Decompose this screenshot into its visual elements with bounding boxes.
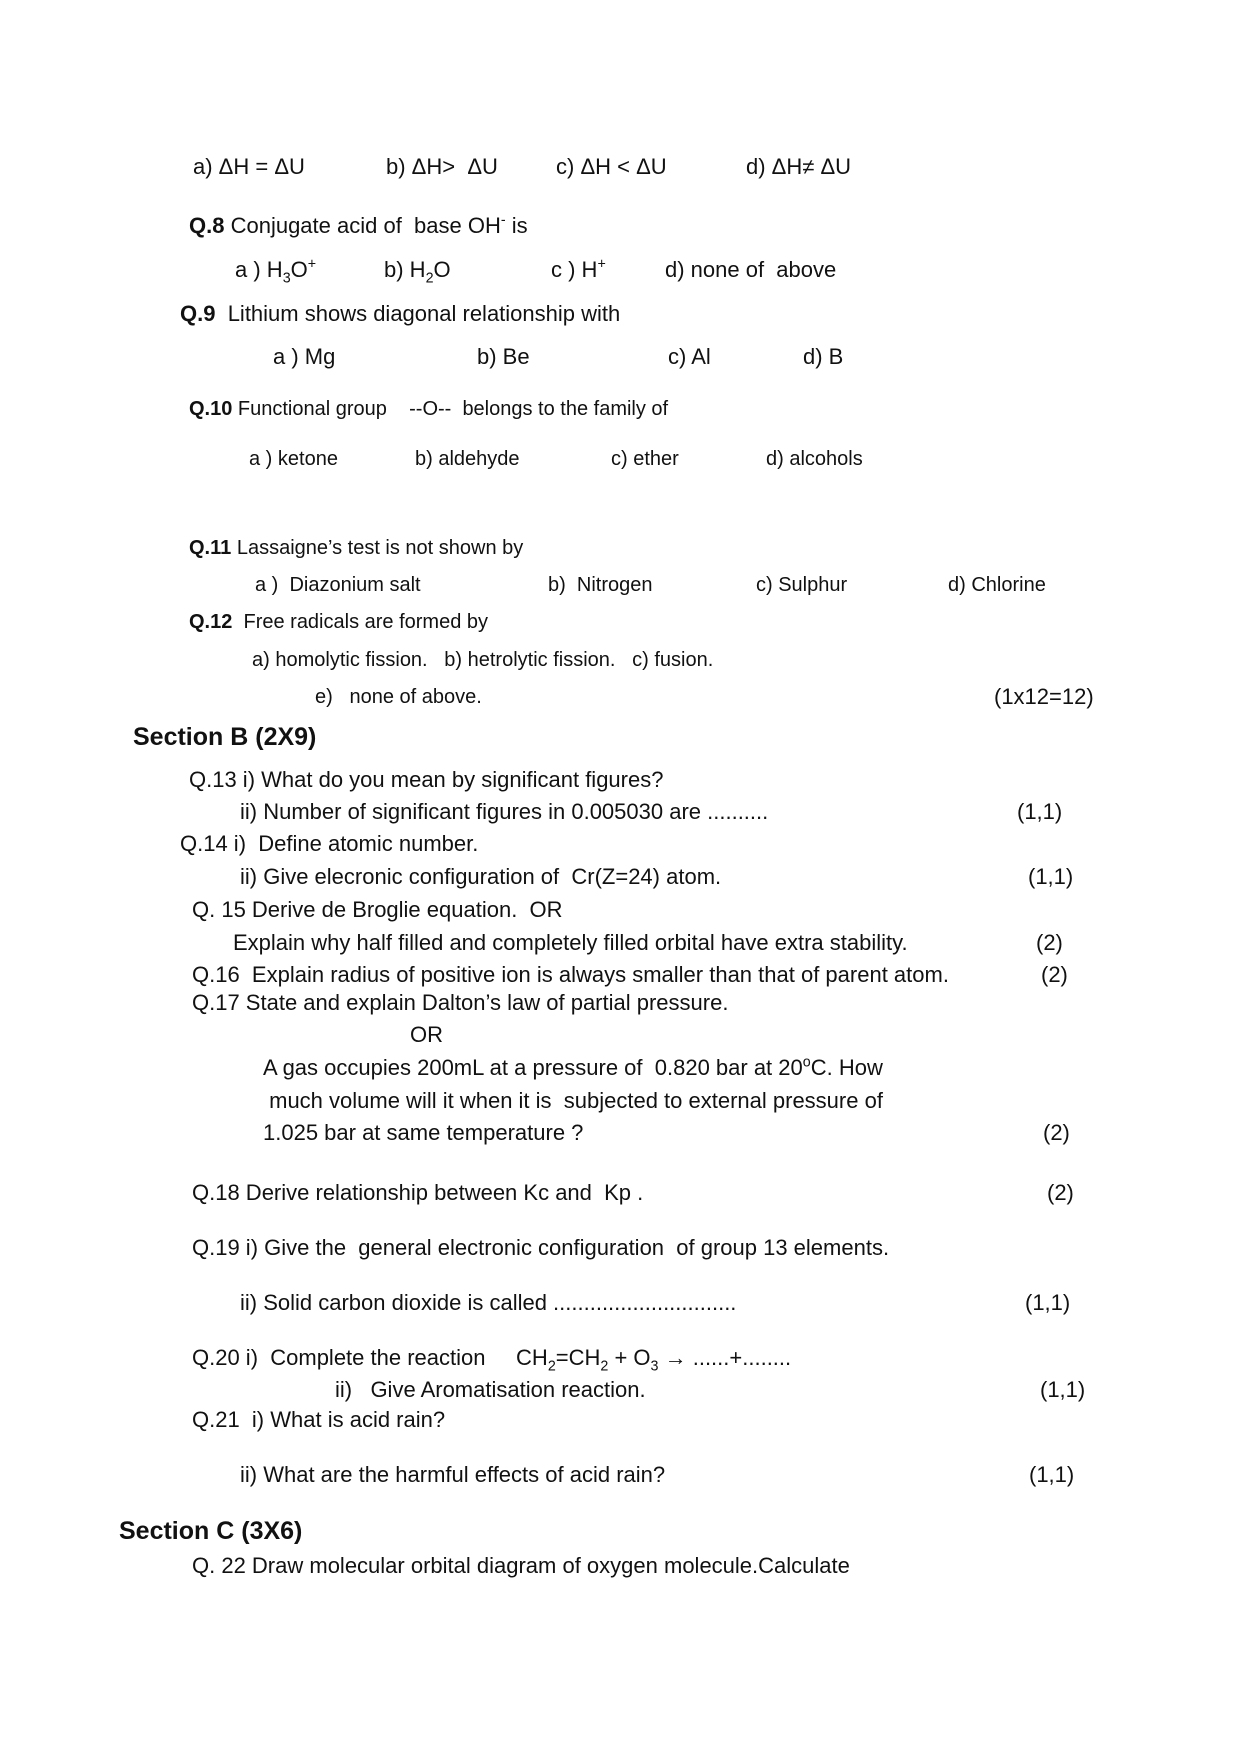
q17-marks: (2) [1043, 1120, 1070, 1145]
q15-part-a: Q. 15 Derive de Broglie equation. OR [192, 897, 563, 922]
q20-part-i: Q.20 i) Complete the reaction $CH_2=CH_2 + O_3$ → ......+........ [192, 1345, 792, 1375]
q12-number: Q.12 [189, 611, 233, 633]
q17-alt-line-2: much volume will it when it is subjected to external pressure of [263, 1088, 883, 1113]
q9-option-d: d) B [803, 344, 844, 369]
q8-question: Q.8 Conjugate acid of base OH- is [189, 212, 528, 238]
q16: Q.16 Explain radius of positive ion is always smaller than that of parent atom. [192, 962, 949, 987]
q8-number: Q.8 [189, 213, 225, 238]
q7-option-b: b) ΔH> ΔU [386, 154, 498, 179]
q17-or: OR [410, 1022, 443, 1047]
q20-part-ii: ii) Give Aromatisation reaction. [335, 1377, 646, 1402]
q9-option-c: c) Al [668, 344, 711, 369]
q22: Q. 22 Draw molecular orbital diagram of oxygen molecule.Calculate [192, 1553, 850, 1578]
q18-marks: (2) [1047, 1180, 1074, 1205]
q12-option-e: e) none of above. [315, 686, 482, 708]
q14-marks: (1,1) [1028, 864, 1074, 889]
q9-option-a: a ) Mg [273, 344, 336, 369]
q19-part-ii: ii) Solid carbon dioxide is called .............................. [240, 1290, 737, 1315]
q14-part-i: Q.14 i) Define atomic number. [180, 831, 479, 856]
q14-part-ii: ii) Give elecronic configuration of Cr(Z=24) atom. [240, 864, 722, 889]
q13-part-ii: ii) Number of significant figures in 0.005030 are .......... [240, 799, 769, 824]
q21-part-i: Q.21 i) What is acid rain? [192, 1407, 446, 1432]
q10-option-b: b) aldehyde [415, 448, 520, 470]
q20-marks: (1,1) [1040, 1377, 1086, 1402]
q17: Q.17 State and explain Dalton’s law of partial pressure. [192, 990, 729, 1015]
q11-option-d: d) Chlorine [948, 574, 1046, 596]
q13-part-i: Q.13 i) What do you mean by significant figures? [189, 767, 664, 792]
q8-option-c: c ) H+ [551, 256, 606, 282]
q21-part-ii: ii) What are the harmful effects of acid rain? [240, 1462, 666, 1487]
q10-question: Q.10 Functional group --O-- belongs to the family of [189, 398, 669, 420]
q11-option-c: c) Sulphur [756, 574, 848, 596]
q10-option-d: d) alcohols [766, 448, 863, 470]
section-b-title: Section B (2X9) [133, 723, 317, 751]
q8-option-d: d) none of above [665, 257, 837, 282]
q10-number: Q.10 [189, 398, 233, 420]
q19-part-i: Q.19 i) Give the general electronic configuration of group 13 elements. [192, 1235, 890, 1260]
q17-alt-line-1: A gas occupies 200mL at a pressure of 0.820 bar at 20$^o$C. How [263, 1054, 883, 1080]
q11-question: Q.11 Lassaigne’s test is not shown by [189, 537, 524, 559]
q9-option-b: b) Be [477, 344, 530, 369]
q21-marks: (1,1) [1029, 1462, 1075, 1487]
q18: Q.18 Derive relationship between Kc and Kp . [192, 1180, 644, 1205]
q17-alt-line-3: 1.025 bar at same temperature ? [263, 1120, 584, 1145]
q11-option-a: a ) Diazonium salt [255, 574, 421, 596]
q7-option-d: d) ΔH≠ ΔU [746, 154, 852, 179]
q19-marks: (1,1) [1025, 1290, 1071, 1315]
q13-marks: (1,1) [1017, 799, 1063, 824]
q10-option-c: c) ether [611, 448, 679, 470]
q11-number: Q.11 [189, 537, 232, 559]
section-c-title: Section C (3X6) [119, 1517, 303, 1545]
q16-marks: (2) [1041, 962, 1068, 987]
q15-marks: (2) [1036, 930, 1063, 955]
q9-question: Q.9 Lithium shows diagonal relationship with [180, 301, 621, 326]
q8-option-a: a ) $H_3O^+$ [235, 256, 317, 287]
q12-question: Q.12 Free radicals are formed by [189, 611, 489, 633]
q7-option-c: c) ΔH < ΔU [556, 154, 667, 179]
q10-option-a: a ) ketone [249, 448, 338, 470]
section-a-marks: (1x12=12) [994, 684, 1094, 709]
q9-number: Q.9 [180, 301, 216, 326]
q8-option-b: b) $H_2O$ [384, 257, 451, 287]
q11-option-b: b) Nitrogen [548, 574, 653, 596]
q12-options: a) homolytic fission. b) hetrolytic fission. c) fusion. [252, 649, 714, 671]
q15-part-b: Explain why half filled and completely filled orbital have extra stability. [233, 930, 908, 955]
q7-option-a: a) ΔH = ΔU [193, 154, 305, 179]
